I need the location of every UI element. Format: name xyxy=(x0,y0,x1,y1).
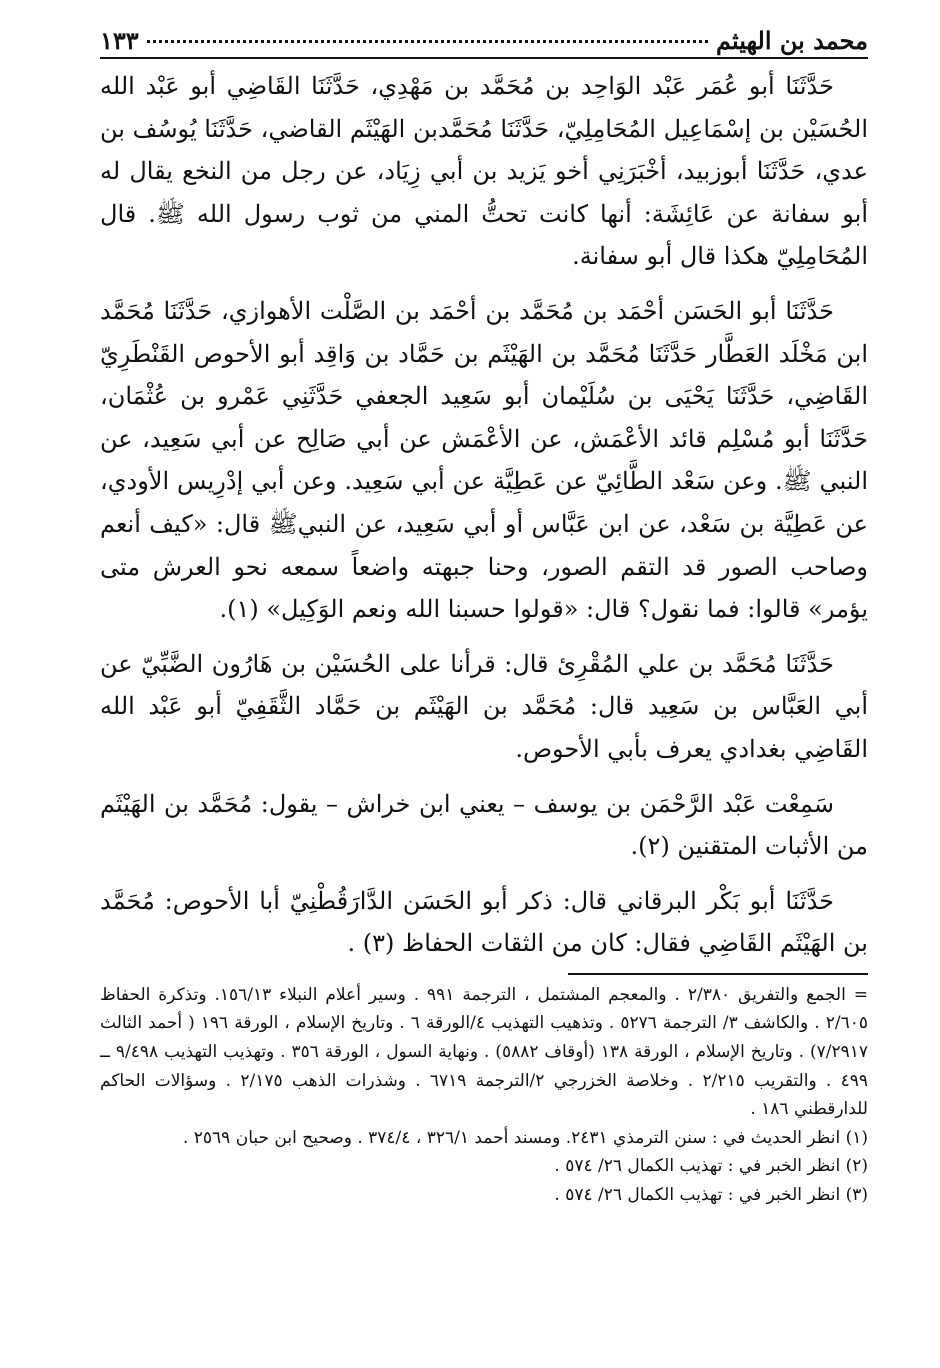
footnotes xyxy=(100,981,868,1210)
paragraph: حَدَّثَنَا مُحَمَّد بن علي المُقْرِئ قال: قرأنا على الحُسَيْن بن هَارُون الضَّبِّيّ عن أبي العَبَّاس بن سَعِيد قال: مُحَمَّد بن الهَيْثَم بن حَمَّاد الثَّقَفِيّ أبو عَبْد الله القَاضِي بغدادي يعرف بأبي الأحوص. xyxy=(100,649,868,763)
book-page xyxy=(100,26,868,1210)
main-text xyxy=(100,65,868,965)
running-title: محمد بن الهيثم xyxy=(716,26,868,55)
footnote-divider xyxy=(568,973,868,975)
footnote: (١) انظر الحديث في : سنن الترمذي ٢٤٣١. ومسند أحمد ٣٢٦/١ ، ٣٧٤/٤ . وصحيح ابن حبان ٢٥٦٩ . xyxy=(182,1127,868,1148)
running-header xyxy=(100,26,868,59)
paragraph: سَمِعْت عَبْد الرَّحْمَن بن يوسف – يعني ابن خراش – يقول: مُحَمَّد بن الهَيْثَم من الأثبات المتقنين (٢). xyxy=(100,789,868,861)
footnote: (٣) انظر الخبر في : تهذيب الكمال ٢٦/ ٥٧٤ . xyxy=(554,1185,868,1206)
dotted-leader xyxy=(147,40,708,43)
footnote-continuation: = الجمع والتفريق ٢/٣٨٠ . والمعجم المشتمل ، الترجمة ٩٩١ . وسير أعلام النبلاء ١٥٦/١٣. وتذكرة الحفاظ ٢/٦٠٥ . والكاشف ٣/ الترجمة ٥٢٧٦ . وتذهيب التهذيب ٤/الورقة ٦ . وتاريخ الإسلام ، الورقة ١٩٦ ( أحمد الثالث ٧/٢٩١٧) . وتاريخ الإسلام ، الورقة ١٣٨ (أوقاف ٥٨٨٢) . ونهاية السول ، الورقة ٣٥٦ . وتهذيب التهذيب ٩/٤٩٨ ــ ٤٩٩ . والتقريب ٢/٢١٥ . وخلاصة الخزرجي ٢/الترجمة ٦٧١٩ . وشذرات الذهب ٢/١٧٥ . وسؤالات الحاكم للدارقطني ١٨٦ . xyxy=(100,984,869,1120)
footnote: (٢) انظر الخبر في : تهذيب الكمال ٢٦/ ٥٧٤ . xyxy=(554,1156,868,1177)
paragraph: حَدَّثَنَا أبو بَكْر البرقاني قال: ذكر أبو الحَسَن الدَّارَقُطْنِيّ أبا الأحوص: مُحَمَّد بن الهَيْثَم القَاضِي فقال: كان من الثقات الحفاظ (٣) . xyxy=(100,886,868,958)
paragraph: حَدَّثَنَا أبو الحَسَن أحْمَد بن مُحَمَّد بن أحْمَد بن الصَّلْت الأهوازي، حَدَّثَنَا مُحَمَّد ابن مَخْلَد العَطَّار حَدَّثَنَا مُحَمَّد بن الهَيْثَم بن حَمَّاد بن وَاقِد أبو الأحوص القَنْطَرِيّ القَاضِي، حَدَّثَنَا يَحْيَى بن سُلَيْمان أبو سَعِيد الجعفي حَدَّثَنِي عَمْرو بن عُثْمَان، حَدَّثَنَا أبو مُسْلِم قائد الأعْمَش، عن الأعْمَش عن أبي صَالِح عن أبي سَعِيد، عن النبي ﷺ. وعن سَعْد الطَّائِيّ عن عَطِيَّة عن أبي سَعِيد. وعن أبي إدْرِيس الأودي، عن عَطِيَّة بن سَعْد، عن ابن عَبَّاس أو أبي سَعِيد، عن النبيﷺ قال: «كيف أنعم وصاحب الصور قد التقم الصور، وحنا جبهته واضعاً سمعه نحو العرش متى يؤمر» قالوا: فما نقول؟ قال: «قولوا حسبنا الله ونعم الوَكِيل» (١). xyxy=(100,296,868,624)
page-number: ١٣٣ xyxy=(100,26,139,55)
paragraph: حَدَّثَنَا أبو عُمَر عَبْد الوَاحِد بن مُحَمَّد بن مَهْدِي، حَدَّثَنَا القَاضِي أبو عَبْد الله الحُسَيْن بن إسْمَاعِيل المُحَامِلِيّ، حَدَّثَنَا مُحَمَّدبن الهَيْثَم القاضي، حَدَّثَنَا يُوسُف بن عدي، حَدَّثَنَا أبوزبيد، أخْبَرَنِي أخو يَزيد بن أبي زِيَاد، عن رجل من النخع يقال له أبو سفانة عن عَائِشَة: أنها كانت تحتُّ المني من ثوب رسول الله ﷺ. قال المُحَامِلِيّ هكذا قال أبو سفانة. xyxy=(100,72,869,271)
